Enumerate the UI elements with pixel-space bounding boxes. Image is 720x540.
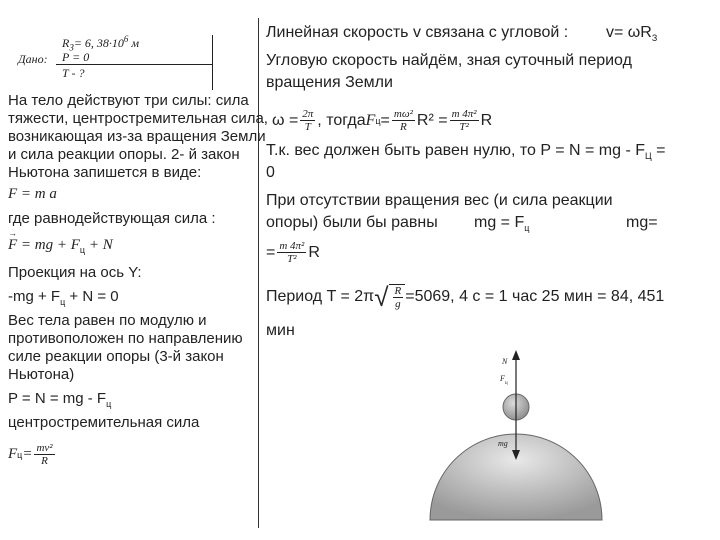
eq-weight	[8, 390, 111, 413]
given-radius-value: = 6, 38·10	[73, 36, 124, 50]
eq-resultant-sub: ц	[79, 245, 86, 255]
eq-newton-second-law: F = m a	[8, 186, 57, 202]
given-vertical-line	[212, 35, 213, 90]
eq-period-fraction	[393, 285, 404, 310]
eq-period-sqrt	[374, 284, 405, 310]
eq-mg-num: m 4π²	[279, 240, 305, 252]
left-line-9: противоположен по направлению	[8, 330, 243, 347]
column-divider	[258, 18, 259, 528]
right-line-4-end: =	[651, 142, 666, 159]
right-line-7: опоры) были бы равны	[266, 214, 438, 231]
right-line-7-mg-sub: ц	[524, 223, 530, 234]
eq-projection-b: + N = 0	[65, 288, 119, 305]
eq-mg-R: R	[308, 243, 320, 261]
right-line-6: При отсутствии вращения вес (и сила реакции	[266, 192, 613, 209]
eq-period-label: Период T = 2π	[266, 288, 375, 305]
eq-period-num: R	[394, 285, 402, 297]
eq-fc2-fraction-2	[450, 108, 479, 133]
eq-centripetal-force	[8, 442, 57, 467]
right-line-2: Угловую скорость найдём, зная суточный период	[266, 52, 632, 69]
left-line-1: На тело действуют три силы: сила	[8, 92, 249, 109]
eq-fc2-R: R	[480, 111, 493, 129]
eq-mg-den: T²	[287, 253, 297, 265]
right-line-1-formula	[606, 24, 657, 47]
eq-fc2-num1: mω²	[393, 108, 413, 120]
given-radius-exp: 6	[123, 34, 129, 44]
eq-period-result: =5069, 4 с = 1 час 25 мин = 84, 451	[405, 288, 665, 305]
right-line-4	[266, 142, 665, 165]
eq-fc2-den2: T²	[459, 121, 469, 133]
eq-projection-sub: ц	[60, 297, 66, 307]
label-mg: mg	[498, 439, 508, 448]
eq-fc2-den1: R	[400, 121, 407, 133]
label-Fc-sub: ц	[505, 381, 508, 386]
eq-projection-a: -mg + F	[8, 288, 61, 305]
right-line-1: Линейная скорость v связана с угловой :	[266, 24, 569, 41]
eq-omega-and-fc	[272, 108, 492, 133]
eq-fc-sub: ц	[17, 449, 23, 460]
eq-fc2-num2: m 4π²	[451, 108, 477, 120]
eq-fc2-sub: ц	[375, 115, 381, 126]
eq-period	[266, 284, 664, 310]
eq-resultant-N: + N	[85, 237, 113, 253]
eq-fc2-eq: =	[380, 111, 390, 129]
eq-fc-den: R	[41, 455, 48, 467]
eq-resultant-force	[8, 236, 113, 255]
eq-mg-fraction	[277, 240, 306, 265]
eq-fc2-fraction-1	[392, 108, 415, 133]
right-line-7-mg	[474, 214, 529, 237]
left-line-7: Проекция на ось Y:	[8, 264, 142, 281]
eq-resultant-F: → F	[8, 237, 17, 254]
given-radius-symbol: R	[62, 36, 70, 50]
eq-weight-text: P = N = mg - F	[8, 390, 107, 407]
right-line-3: вращения Земли	[266, 74, 393, 91]
left-line-4: и сила реакции опоры. 2- й закон	[8, 146, 240, 163]
eq-fc2-r2: R² =	[416, 111, 448, 129]
left-line-3: возникающая из-за вращения Земли	[8, 128, 266, 145]
eq-omega-fraction	[300, 108, 315, 133]
left-line-5: Ньютона запишется в виде:	[8, 164, 202, 181]
eq-fc-lhs: F	[8, 446, 18, 462]
eq-omega-den: T	[304, 121, 311, 133]
right-line-5: 0	[266, 164, 275, 181]
given-find: T - ?	[62, 66, 85, 80]
eq-omega-lhs: ω =	[272, 111, 299, 129]
eq-fc-fraction	[34, 442, 54, 467]
eq-resultant-rest: = mg + F	[17, 237, 80, 253]
left-line-12: центростремительная сила	[8, 414, 200, 431]
given-separator	[56, 64, 213, 65]
eq-weight-sub: ц	[106, 399, 112, 409]
label-Fc: F	[500, 374, 505, 383]
eq-omega-then: , тогда	[317, 111, 366, 129]
right-line-7-mg2: mg=	[626, 214, 658, 231]
left-line-6: где равнодействующая сила :	[8, 210, 216, 227]
eq-fc-num: mv²	[36, 442, 53, 454]
eq-period-unit: мин	[266, 322, 295, 339]
force-diagram	[420, 340, 620, 530]
eq-fc2-sym: F	[365, 111, 376, 129]
eq-projection	[8, 288, 119, 311]
left-line-11: Ньютона)	[8, 366, 75, 383]
left-line-2: тяжести, центростремительная сила,	[8, 110, 268, 127]
linear-speed-sub: З	[651, 33, 658, 44]
eq-omega-num: 2π	[302, 108, 314, 120]
right-line-7-mg-text: mg = F	[474, 214, 525, 231]
eq-fc-eq: =	[22, 446, 33, 462]
eq-mg-eq: =	[266, 243, 276, 261]
linear-speed-formula: v= ωR	[606, 24, 652, 41]
left-line-10: силе реакции опоры (3-й закон	[8, 348, 224, 365]
given-radius-unit: м	[128, 36, 140, 50]
given-weight: P = 0	[62, 50, 90, 64]
eq-period-den: g	[395, 298, 401, 310]
given-radius-sub: З	[69, 42, 74, 53]
arrow-up-icon	[512, 350, 520, 360]
given-label: Дано:	[18, 52, 48, 66]
left-line-8: Вес тела равен по модулю и	[8, 312, 207, 329]
label-N: N	[502, 357, 508, 366]
right-line-4-text: Т.к. вес должен быть равен нулю, то P = N = mg - F	[266, 142, 645, 159]
sqrt-icon: √	[374, 282, 389, 312]
right-line-4-sub: Ц	[645, 151, 652, 162]
eq-mg-gravity	[266, 240, 320, 265]
